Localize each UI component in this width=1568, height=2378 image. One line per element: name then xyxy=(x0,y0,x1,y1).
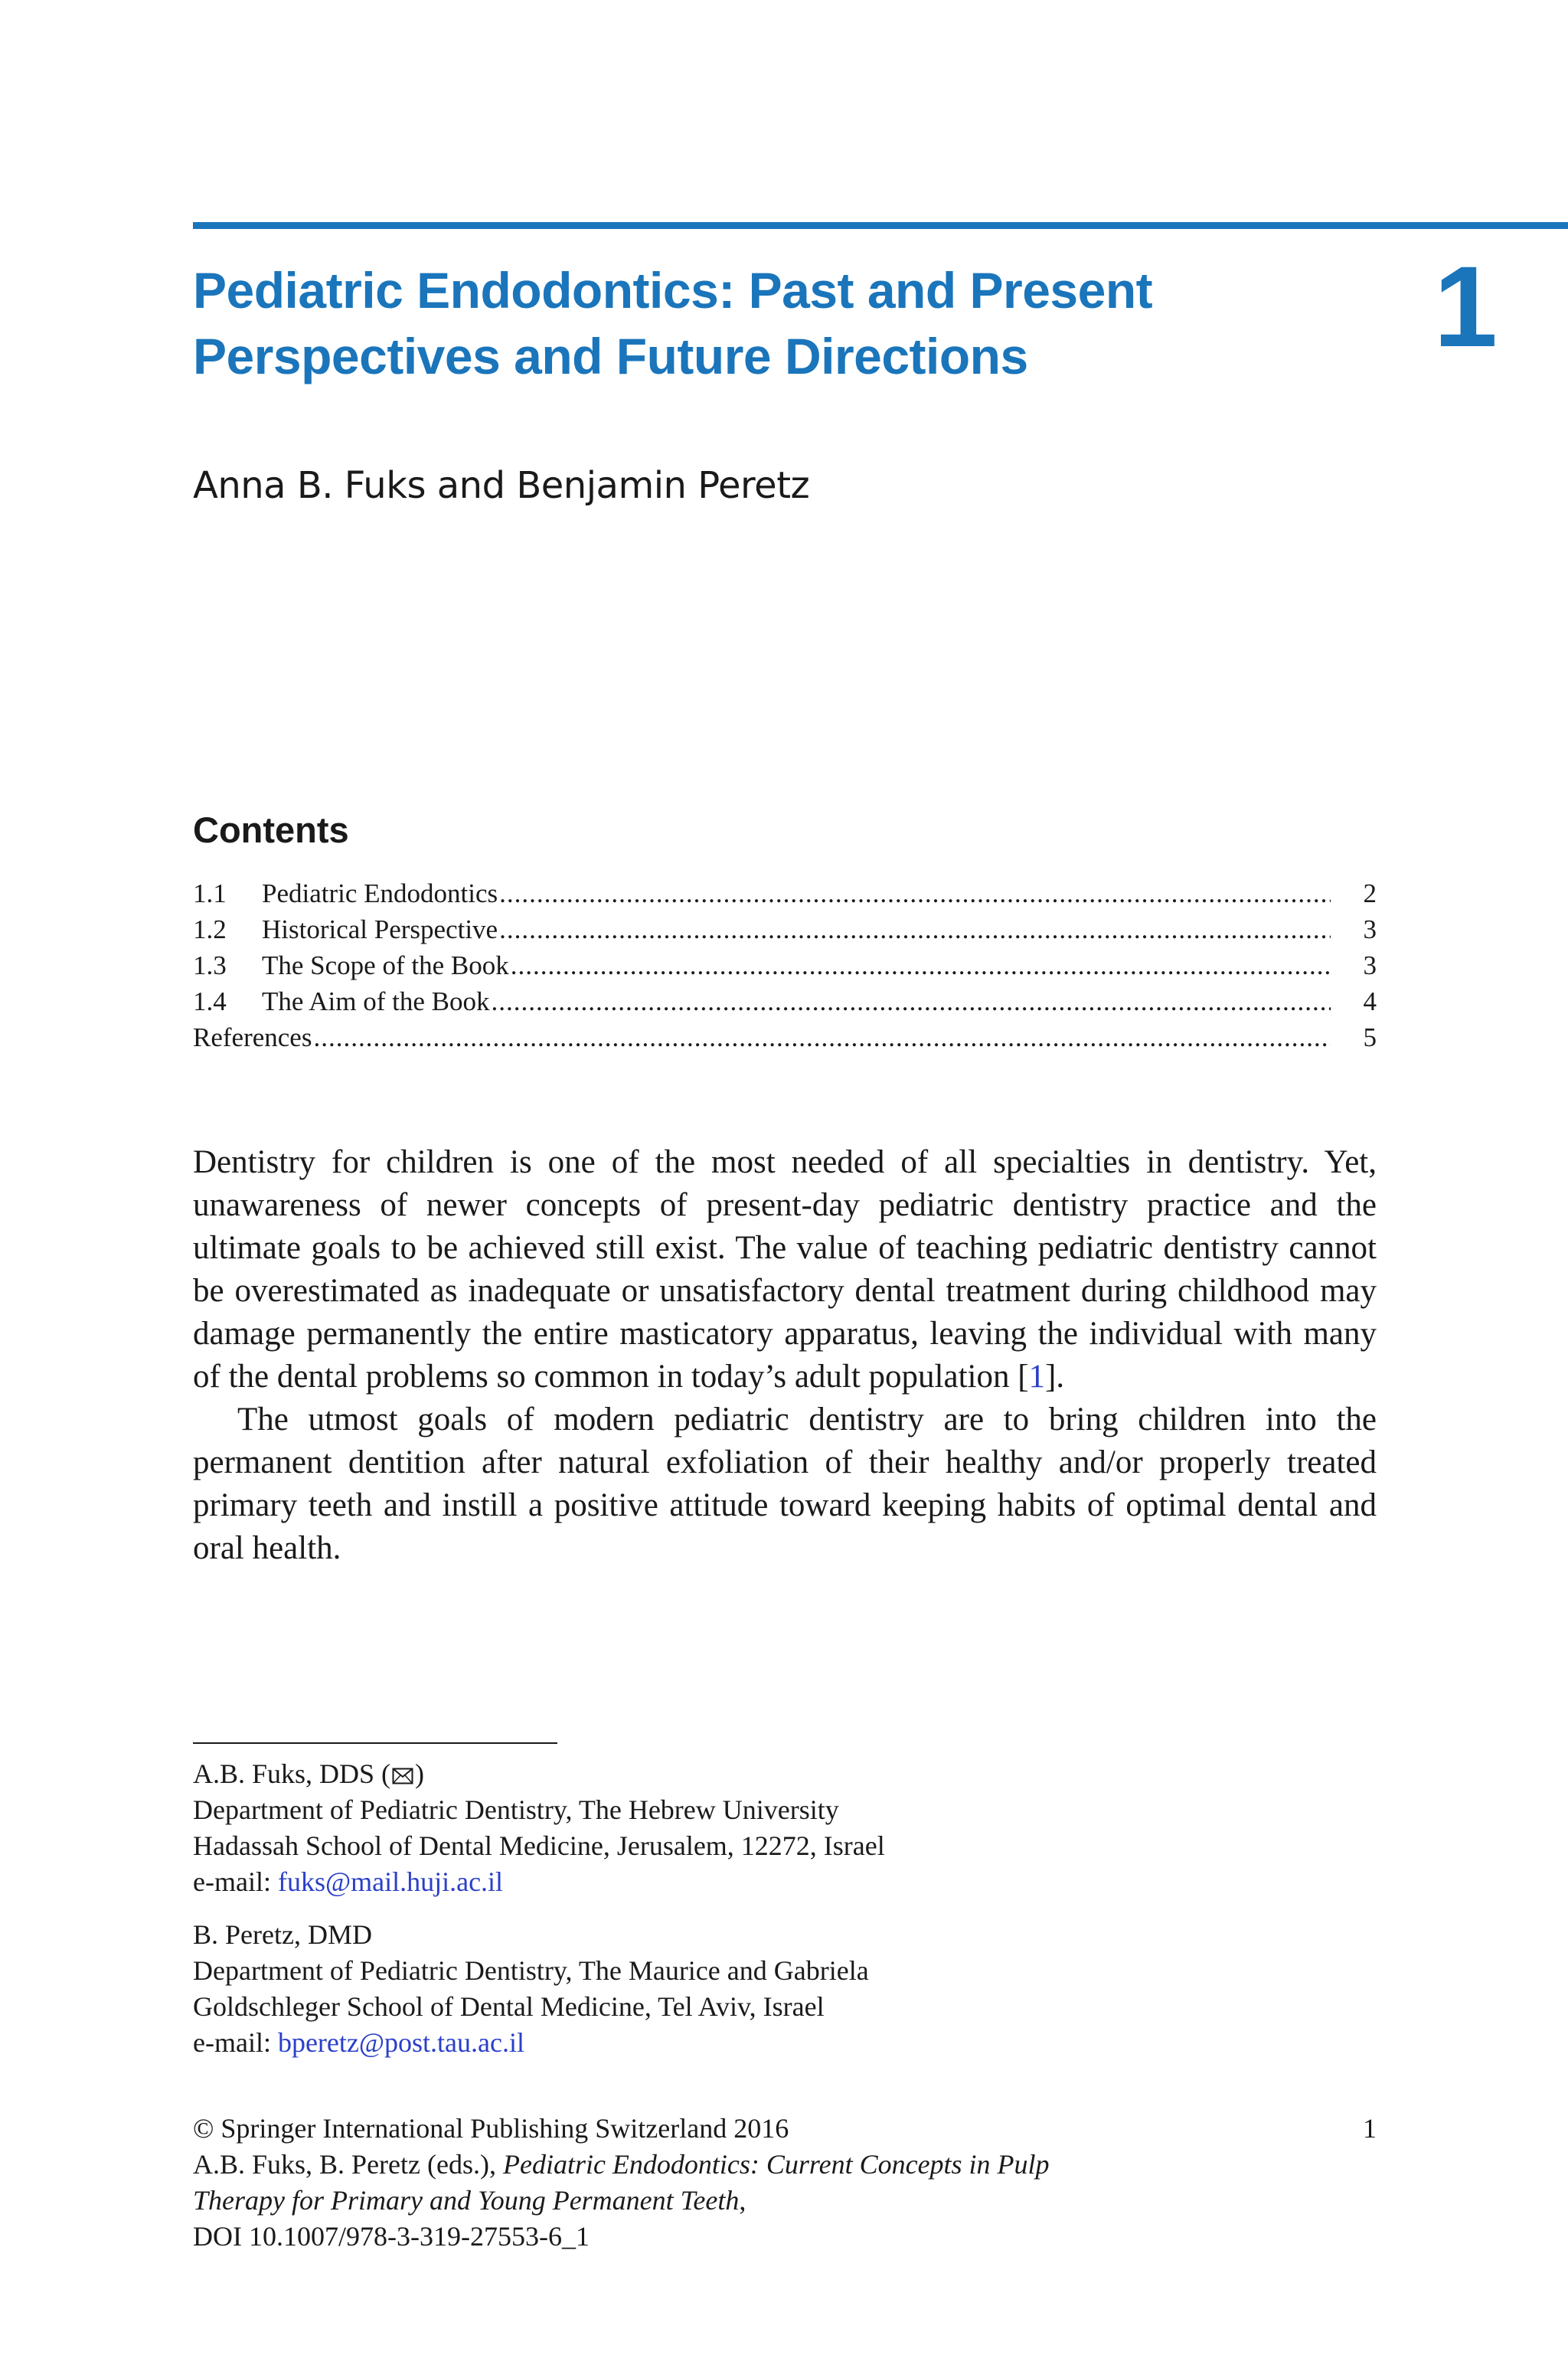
affiliation-name: B. Peretz, DMD xyxy=(193,1919,372,1950)
toc-leader-dots xyxy=(499,911,1331,947)
toc-item-title: Pediatric Endodontics xyxy=(262,878,498,908)
page-number: 1 xyxy=(1363,2113,1377,2144)
affiliation-institution: Hadassah School of Dental Medicine, Jerusalem, 12272, Israel xyxy=(193,1830,885,1861)
book-title-part-1: Pediatric Endodontics: Current Concepts in Pulp xyxy=(502,2149,1050,2180)
table-of-contents xyxy=(193,875,1377,1055)
paragraph-2: The utmost goals of modern pediatric dentistry are to bring children into the permanent dentition after natural exfoliation of their healthy and/or properly treated primary teeth and instill a positive attitude toward keeping habits of optimal dental and oral health. xyxy=(193,1402,1377,1566)
toc-item-title: Historical Perspective xyxy=(262,914,498,944)
toc-item-number: 1.4 xyxy=(193,986,227,1016)
toc-leader-dots xyxy=(499,875,1331,911)
envelope-icon xyxy=(392,1768,413,1784)
book-title-comma: , xyxy=(739,2185,746,2216)
toc-item-page: 4 xyxy=(1363,986,1377,1016)
toc-item-page: 3 xyxy=(1363,950,1377,980)
chapter-top-rule xyxy=(193,222,1568,229)
chapter-authors: Anna B. Fuks and Benjamin Peretz xyxy=(193,464,810,507)
paragraph-1 xyxy=(193,1141,1377,1398)
toc-item-scope-of-book[interactable] xyxy=(193,947,1377,983)
toc-leader-dots xyxy=(313,1019,1331,1055)
toc-item-title: The Aim of the Book xyxy=(262,986,490,1016)
email-link[interactable]: bperetz@post.tau.ac.il xyxy=(277,2027,524,2058)
affiliation-institution: Goldschleger School of Dental Medicine, Tel Aviv, Israel xyxy=(193,1991,825,2022)
chapter-title xyxy=(193,257,1311,389)
affiliation-department: Department of Pediatric Dentistry, The Hebrew University xyxy=(193,1794,839,1825)
paragraph-1-text: Dentistry for children is one of the most needed of all specialties in dentistry. Yet, unawareness of newer concepts of present-day pediatric dentistry practice and the ultimate goals to be achieved still exist. The value of teaching pediatric dentistry cannot be overestimated as inadequate or unsatisfactory dental treatment during childhood may damage permanently the entire masticatory apparatus, leaving the individual with many of the dental problems so common in today’s adult population [ xyxy=(193,1144,1377,1395)
toc-leader-dots xyxy=(511,947,1331,983)
toc-item-title: References xyxy=(193,1022,312,1052)
toc-leader-dots xyxy=(491,983,1331,1019)
body-text xyxy=(193,1141,1377,1570)
toc-item-page: 3 xyxy=(1363,914,1377,944)
toc-item-historical-perspective[interactable] xyxy=(193,911,1377,947)
email-label: e-mail: xyxy=(193,1866,278,1897)
toc-item-references[interactable] xyxy=(193,1019,1377,1055)
toc-item-title: The Scope of the Book xyxy=(262,950,509,980)
affiliation-fuks xyxy=(193,1756,1377,1900)
email-label: e-mail: xyxy=(193,2027,278,2058)
citation-link[interactable]: 1 xyxy=(1028,1359,1046,1395)
affiliation-department: Department of Pediatric Dentistry, The Maurice and Gabriela xyxy=(193,1955,869,1986)
affiliation-email-line xyxy=(193,2025,1377,2061)
chapter-title-line-1: Pediatric Endodontics: Past and Present xyxy=(193,262,1153,319)
chapter-title-line-2: Perspectives and Future Directions xyxy=(193,328,1028,384)
citation-line-2 xyxy=(193,2183,1377,2219)
affiliation-name-end: ) xyxy=(415,1758,425,1789)
toc-item-number: 1.3 xyxy=(193,950,227,980)
toc-item-number: 1.2 xyxy=(193,914,227,944)
book-title-part-2: Therapy for Primary and Young Permanent Teeth xyxy=(193,2185,740,2216)
copyright-line: © Springer International Publishing Switzerland 2016 xyxy=(193,2113,789,2144)
affiliation-peretz xyxy=(193,1917,1377,2061)
footnote-rule xyxy=(193,1742,557,1744)
toc-item-page: 5 xyxy=(1363,1022,1377,1052)
email-link[interactable]: fuks@mail.huji.ac.il xyxy=(277,1866,504,1897)
publisher-info xyxy=(193,2111,1377,2255)
toc-item-number: 1.1 xyxy=(193,878,227,908)
contents-heading: Contents xyxy=(193,810,349,850)
toc-item-pediatric-endodontics[interactable] xyxy=(193,875,1377,911)
affiliation-email-line xyxy=(193,1864,1377,1900)
chapter-number: 1 xyxy=(1433,242,1498,371)
toc-item-page: 2 xyxy=(1363,878,1377,908)
citation-line xyxy=(193,2147,1377,2183)
affiliation-name-line xyxy=(193,1756,1377,1792)
editors: A.B. Fuks, B. Peretz (eds.), xyxy=(193,2149,503,2180)
toc-item-aim-of-book[interactable] xyxy=(193,983,1377,1019)
paragraph-1-end: ]. xyxy=(1045,1359,1065,1395)
doi-line: DOI 10.1007/978-3-319-27553-6_1 xyxy=(193,2221,590,2252)
affiliation-name: A.B. Fuks, DDS ( xyxy=(193,1758,391,1789)
